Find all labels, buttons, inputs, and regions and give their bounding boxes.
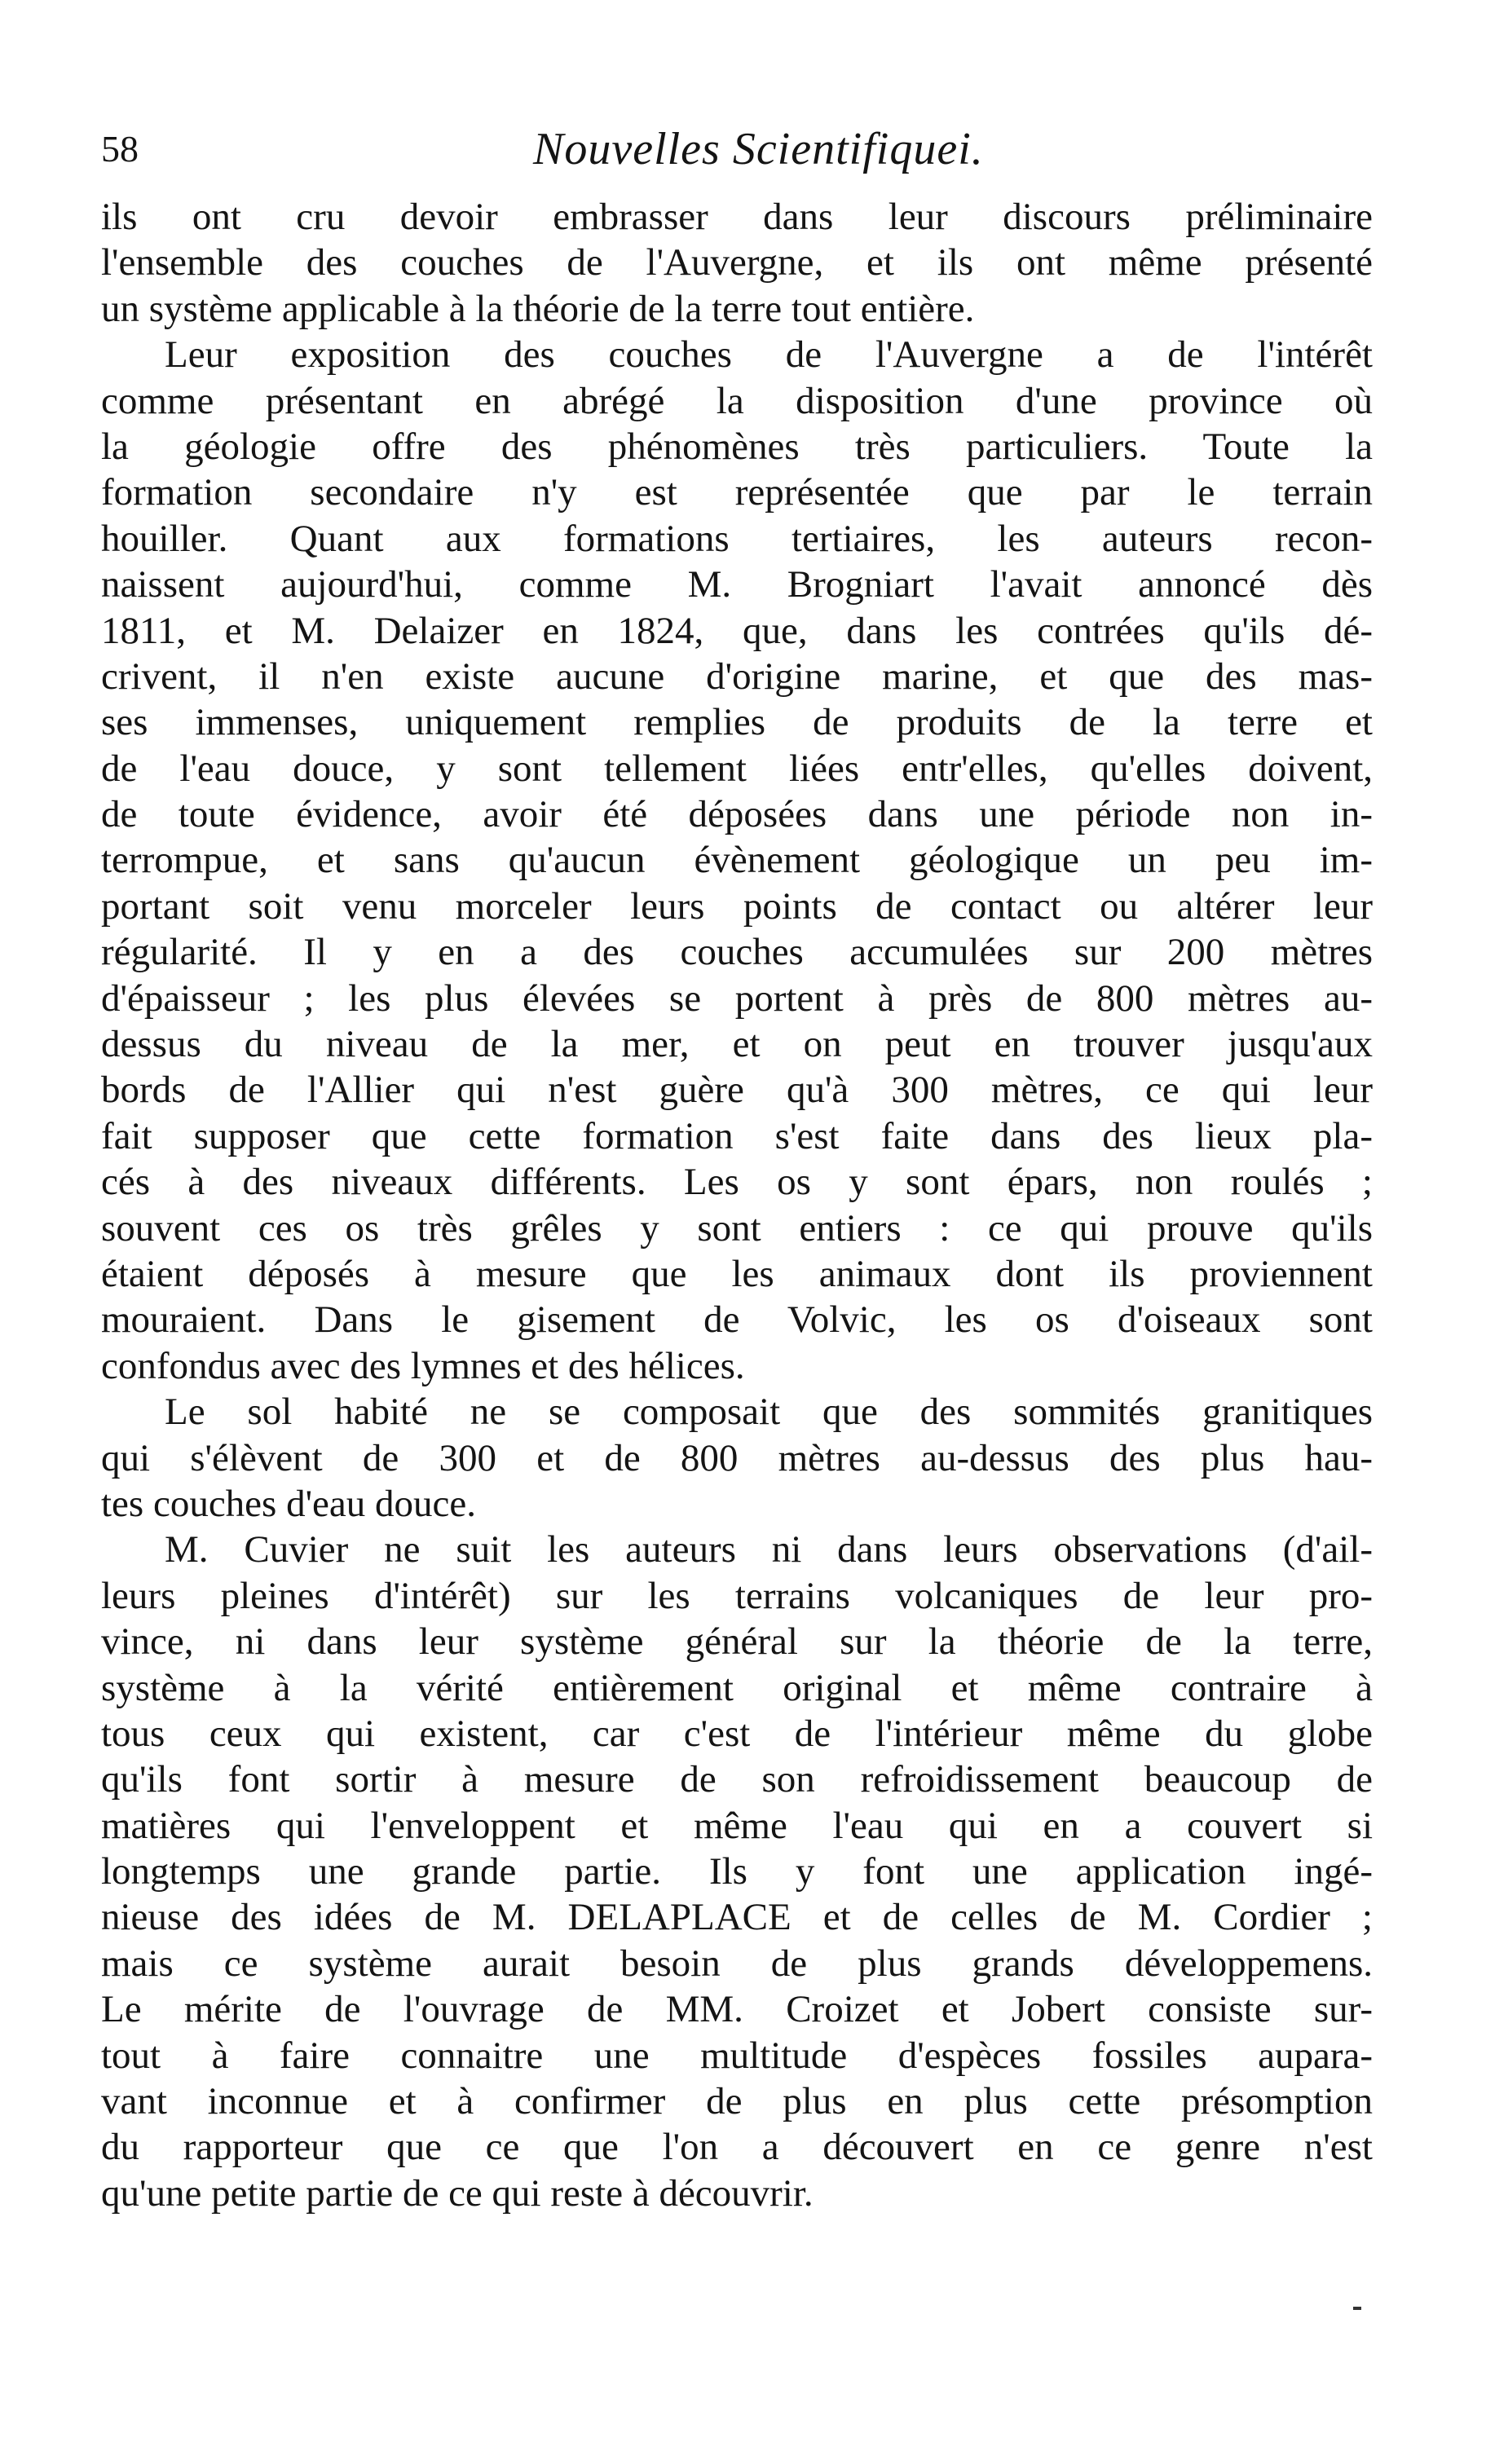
text-line: formation secondaire n'y est représentée que par le terrain xyxy=(101,471,1373,514)
text-line: ses immenses, uniquement remplies de produits de la terre et xyxy=(101,701,1373,744)
text-line: tout à faire connaitre une multitude d'espèces fossiles aupara- xyxy=(101,2034,1373,2077)
text-line: un système applicable à la théorie de la terre tout entière. xyxy=(101,287,975,330)
text-line: qu'ils font sortir à mesure de son refroidissement beaucoup de xyxy=(101,1758,1373,1801)
text-line: étaient déposés à mesure que les animaux dont ils proviennent xyxy=(101,1252,1373,1295)
text-line: qu'une petite partie de ce qui reste à découvrir. xyxy=(101,2171,814,2215)
text-line: Le mérite de l'ouvrage de MM. Croizet et Jobert consiste sur- xyxy=(101,1988,1373,2031)
text-line: du rapporteur que ce que l'on a découvert en ce genre n'est xyxy=(101,2126,1373,2169)
text-line: régularité. Il y en a des couches accumulées sur 200 mètres xyxy=(101,931,1373,974)
text-line: dessus du niveau de la mer, et on peut en trouver jusqu'aux xyxy=(101,1023,1373,1066)
text-line: vince, ni dans leur système général sur la théorie de la terre, xyxy=(101,1620,1373,1664)
text-line: bords de l'Allier qui n'est guère qu'à 300 mètres, ce qui leur xyxy=(101,1069,1373,1112)
text-line: d'épaisseur ; les plus élevées se portent à près de 800 mètres au- xyxy=(101,976,1373,1020)
text-line: houiller. Quant aux formations tertiaires, les auteurs recon- xyxy=(101,517,1373,560)
text-line: matières qui l'enveloppent et même l'eau qui en a couvert si xyxy=(101,1804,1373,1847)
text-line: portant soit venu morceler leurs points de contact ou altérer leur xyxy=(101,884,1373,928)
text-line: fait supposer que cette formation s'est faite dans des lieux pla- xyxy=(101,1114,1373,1157)
body-text xyxy=(101,194,1373,2216)
text-line: la géologie offre des phénomènes très particuliers. Toute la xyxy=(101,425,1373,468)
text-line: système à la vérité entièrement original et même contraire à xyxy=(101,1666,1373,1709)
text-line: longtemps une grande partie. Ils y font une application ingé- xyxy=(101,1850,1373,1893)
text-line: M. Cuvier ne suit les auteurs ni dans leurs observations (d'ail- xyxy=(165,1528,1373,1571)
text-line: Leur exposition des couches de l'Auvergne a de l'intérêt xyxy=(165,333,1373,377)
text-line: ils ont cru devoir embrasser dans leur discours préliminaire xyxy=(101,196,1373,238)
running-title: Nouvelles Scientifiquei. xyxy=(533,124,984,174)
text-line: terrompue, et sans qu'aucun évènement géologique un peu im- xyxy=(101,839,1373,882)
text-line: nieuse des idées de M. DELAPLACE et de celles de M. Cordier ; xyxy=(101,1896,1373,1939)
text-line: mouraient. Dans le gisement de Volvic, les os d'oiseaux sont xyxy=(101,1298,1373,1342)
text-line: de toute évidence, avoir été déposées dans une période non in- xyxy=(101,793,1373,836)
page-header xyxy=(101,121,1373,178)
text-line: 1811, et M. Delaizer en 1824, que, dans les contrées qu'ils dé- xyxy=(101,609,1373,652)
text-line: souvent ces os très grêles y sont entiers : ce qui prouve qu'ils xyxy=(101,1206,1373,1250)
text-line: vant inconnue et à confirmer de plus en plus cette présomption xyxy=(101,2080,1373,2123)
text-line: comme présentant en abrégé la disposition d'une province où xyxy=(101,379,1373,422)
text-line: tous ceux qui existent, car c'est de l'intérieur même du globe xyxy=(101,1712,1373,1755)
text-line: cés à des niveaux différents. Les os y sont épars, non roulés ; xyxy=(101,1161,1373,1204)
page-number: 58 xyxy=(101,128,139,170)
text-line: de l'eau douce, y sont tellement liées entr'elles, qu'elles doivent, xyxy=(101,747,1373,790)
end-mark xyxy=(1353,2307,1361,2310)
text-line: l'ensemble des couches de l'Auvergne, et ils ont même présenté xyxy=(101,241,1373,284)
text-line: leurs pleines d'intérêt) sur les terrains volcaniques de leur pro- xyxy=(101,1574,1373,1617)
text-line: qui s'élèvent de 300 et de 800 mètres au-dessus des plus hau- xyxy=(101,1436,1373,1479)
text-line: tes couches d'eau douce. xyxy=(101,1482,476,1525)
text-line: mais ce système aurait besoin de plus grands développemens. xyxy=(101,1942,1373,1985)
text-line: Le sol habité ne se composait que des sommités granitiques xyxy=(165,1391,1373,1434)
text-line: crivent, il n'en existe aucune d'origine marine, et que des mas- xyxy=(101,655,1373,698)
text-line: naissent aujourd'hui, comme M. Brogniart l'avait annoncé dès xyxy=(101,563,1373,606)
text-line: confondus avec des lymnes et des hélices. xyxy=(101,1344,745,1387)
